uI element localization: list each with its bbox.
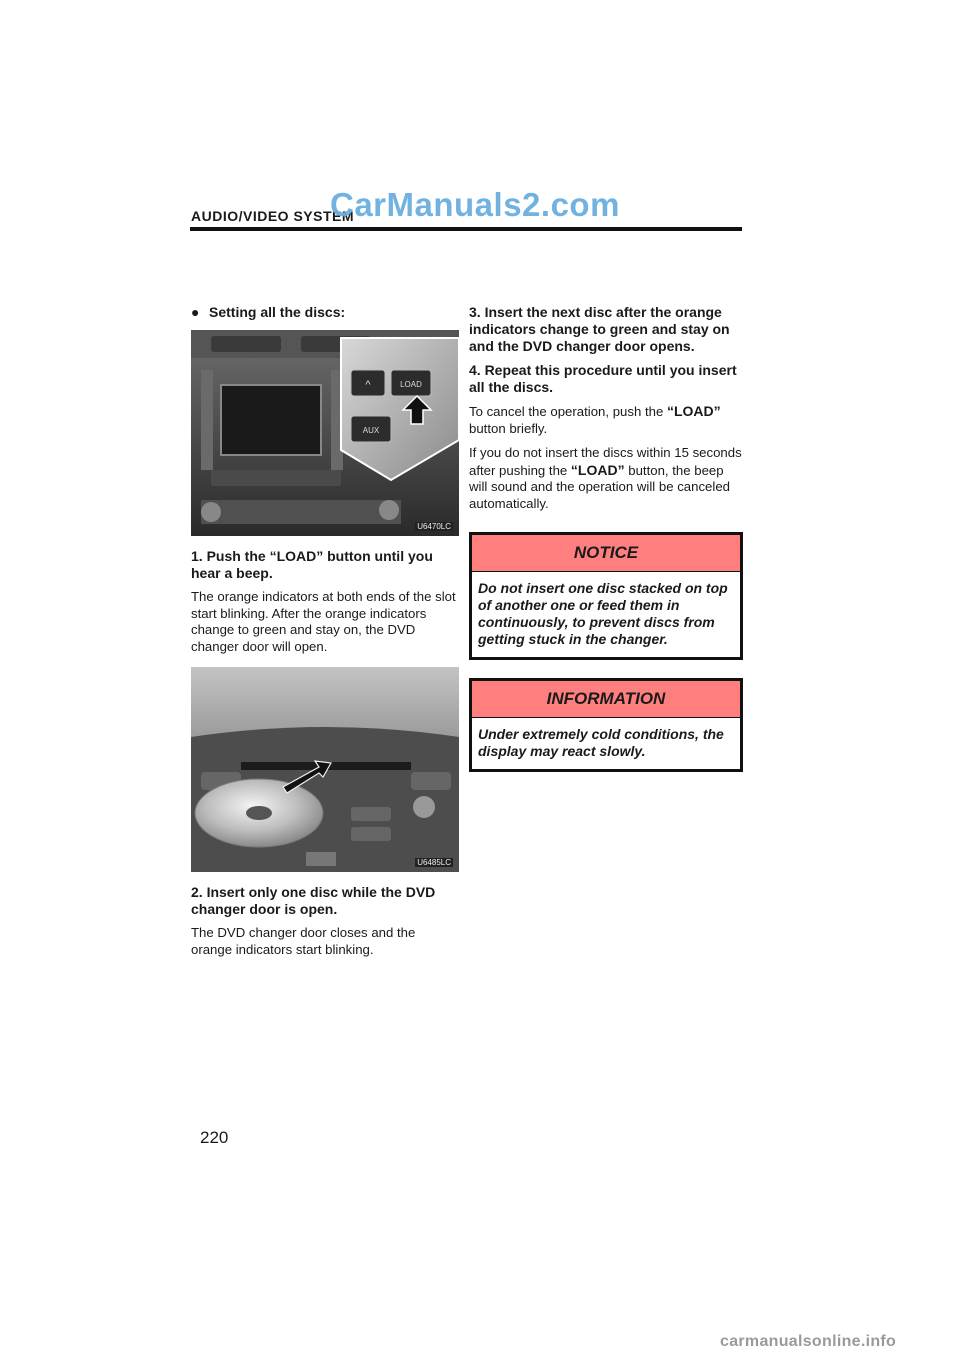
step-1-body: The orange indicators at both ends of the slot start blinking. After the orange indicators change to green and stay on, the DVD changer door will open. [191,589,456,654]
up-button-label: ^ [365,379,371,391]
photo-label: U6485LC [417,858,451,867]
notice-body: Do not insert one disc stacked on top of another one or feed them in continuously, to prevent discs from getting stuck in the changer. [478,580,728,647]
step-1-title: 1. Push the “LOAD” button until you hear a beep. [191,548,433,581]
notice-box [469,532,743,660]
cancel-button-ref: “LOAD” [666,403,721,419]
photo-disc-insert [191,667,459,872]
cancel-text-post: button briefly. [469,420,548,436]
timeout-text [469,445,743,512]
step-2-body: The DVD changer door closes and the orange indicators start blinking. [191,925,416,957]
disc-insert-illustration [191,667,459,872]
cancel-text [469,403,743,437]
left-column [191,304,459,966]
bullet-heading [191,304,459,320]
section-title: AUDIO/VIDEO SYSTEM [191,208,355,224]
information-title: INFORMATION [472,681,740,718]
information-box [469,678,743,772]
bullet-icon: ● [191,304,200,320]
information-body: Under extremely cold conditions, the display may react slowly. [478,726,724,759]
site-mark: carmanualsonline.info [720,1333,897,1350]
step-4-title: 4. Repeat this procedure until you insert all the discs. [469,362,737,395]
bullet-heading-text: Setting all the discs: [209,304,346,320]
notice-title: NOTICE [472,535,740,572]
page-number: 220 [200,1128,229,1147]
timeout-button-ref: “LOAD” [570,461,625,478]
photo-dashboard-load-button [191,330,459,536]
step-2-title: 2. Insert only one disc while the DVD changer door is open. [191,884,436,917]
load-button-label: LOAD [400,380,422,389]
watermark: CarManuals2.com [330,186,620,223]
timeout-text-pre: If you do not insert the discs within 15 seconds after pushing the [469,445,742,478]
header-rule [190,227,742,231]
aux-button-label: AUX [362,426,380,435]
dashboard-illustration [191,330,459,536]
right-column [469,304,743,786]
cancel-text-pre: To cancel the operation, push the [469,404,667,419]
timeout-text-post: button, the beep will sound and the operation will be canceled automatically. [469,462,730,511]
photo-label: U6470LC [417,522,451,531]
step-3-title: 3. Insert the next disc after the orange indicators change to green and stay on and the DVD changer door opens. [469,304,730,354]
